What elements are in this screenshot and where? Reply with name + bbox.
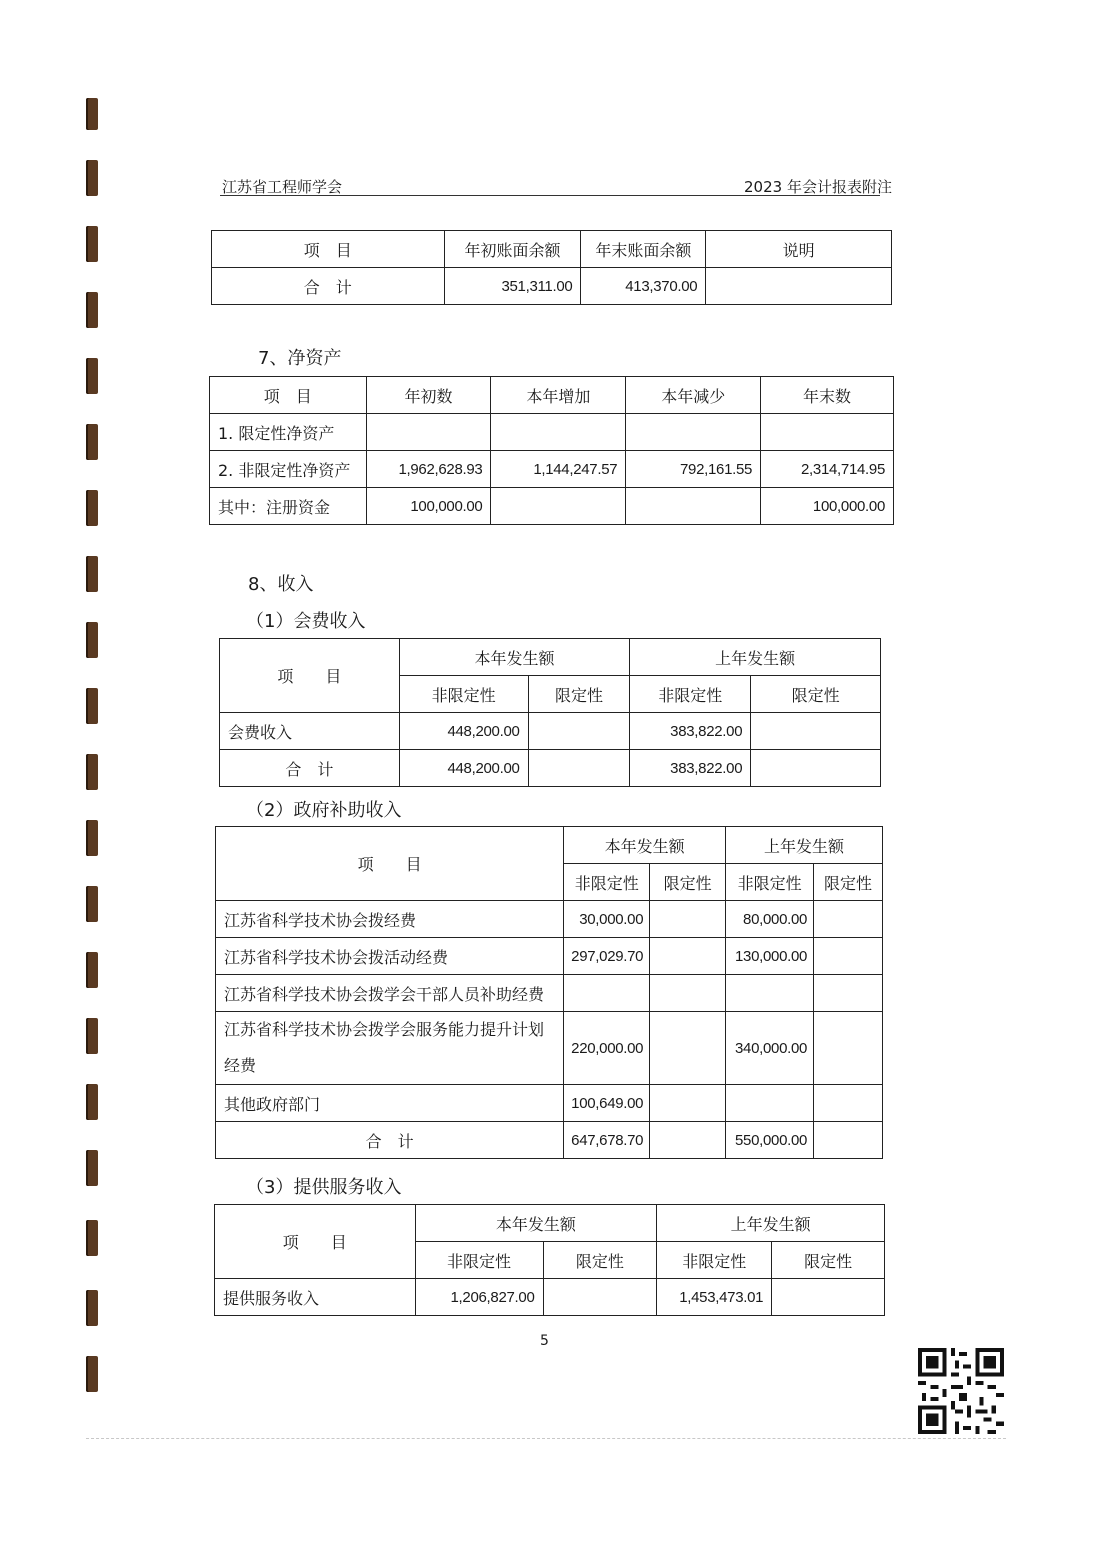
row-label: 其他政府部门	[216, 1085, 564, 1122]
table-header-row	[216, 827, 883, 864]
row-label: 提供服务收入	[215, 1279, 416, 1316]
balance-table	[211, 230, 892, 305]
table-header-row	[210, 377, 894, 414]
table-row	[212, 268, 892, 305]
binder-mark	[86, 358, 98, 394]
header-cell: 限定性	[772, 1242, 885, 1279]
row-label: 1. 限定性净资产	[210, 414, 367, 451]
header-cell: 本年增加	[491, 377, 626, 414]
header-cell: 年初账面余额	[444, 231, 581, 268]
value-cell: 100,000.00	[761, 488, 894, 525]
row-label: 江苏省科学技术协会拨经费	[216, 901, 564, 938]
value-cell: 1,206,827.00	[415, 1279, 543, 1316]
value-cell	[706, 268, 892, 305]
table-row	[210, 488, 894, 525]
value-cell	[726, 975, 814, 1012]
value-cell: 340,000.00	[726, 1012, 814, 1085]
header-cell: 限定性	[751, 676, 881, 713]
value-cell	[564, 975, 650, 1012]
section-title: 8、收入	[248, 574, 314, 595]
table-row	[216, 1085, 883, 1122]
table-row	[215, 1279, 885, 1316]
value-cell	[491, 414, 626, 451]
value-cell	[650, 975, 726, 1012]
value-cell	[491, 488, 626, 525]
table-row	[220, 750, 881, 787]
value-cell	[814, 901, 883, 938]
binder-mark	[86, 886, 98, 922]
row-label: 江苏省科学技术协会拨学会干部人员补助经费	[216, 975, 564, 1012]
binder-mark	[86, 754, 98, 790]
table-row	[216, 1122, 883, 1159]
header-cell: 限定性	[814, 864, 883, 901]
table-header-row	[215, 1205, 885, 1242]
binder-mark	[86, 226, 98, 262]
value-cell	[528, 713, 630, 750]
header-cell: 非限定性	[657, 1242, 772, 1279]
binder-mark	[86, 1220, 98, 1256]
header-cell: 限定性	[543, 1242, 657, 1279]
value-cell: 383,822.00	[630, 713, 751, 750]
binder-mark	[86, 1356, 98, 1392]
value-cell	[814, 975, 883, 1012]
value-cell	[761, 414, 894, 451]
header-cell: 项 目	[220, 639, 400, 713]
header-cell: 说明	[706, 231, 892, 268]
value-cell	[814, 938, 883, 975]
header-cell: 本年发生额	[399, 639, 630, 676]
value-cell: 1,144,247.57	[491, 451, 626, 488]
value-cell	[814, 1012, 883, 1085]
value-cell: 351,311.00	[444, 268, 581, 305]
header-cell: 限定性	[528, 676, 630, 713]
subsection-title: （1）会费收入	[246, 611, 366, 632]
table-row	[220, 713, 881, 750]
subsection-title: （2）政府补助收入	[246, 800, 402, 821]
binder-mark	[86, 556, 98, 592]
value-cell: 383,822.00	[630, 750, 751, 787]
binder-mark	[86, 1150, 98, 1186]
value-cell	[751, 750, 881, 787]
membership-income-table	[219, 638, 881, 787]
value-cell	[751, 713, 881, 750]
binder-mark	[86, 820, 98, 856]
government-subsidy-table	[215, 826, 883, 1159]
header-cell: 非限定性	[726, 864, 814, 901]
table-header-row	[212, 231, 892, 268]
binder-mark	[86, 292, 98, 328]
value-cell: 413,370.00	[581, 268, 706, 305]
row-label: 其中：注册资金	[210, 488, 367, 525]
header-cell: 年末数	[761, 377, 894, 414]
header-cell: 非限定性	[415, 1242, 543, 1279]
value-cell	[772, 1279, 885, 1316]
table-row	[216, 1012, 883, 1085]
value-cell	[626, 488, 761, 525]
header-cell: 限定性	[650, 864, 726, 901]
header-cell: 上年发生额	[726, 827, 883, 864]
row-label: 合 计	[220, 750, 400, 787]
header-cell: 项 目	[210, 377, 367, 414]
value-cell	[650, 1012, 726, 1085]
value-cell: 448,200.00	[399, 713, 528, 750]
value-cell: 2,314,714.95	[761, 451, 894, 488]
binder-mark	[86, 952, 98, 988]
value-cell	[366, 414, 491, 451]
header-cell: 项 目	[216, 827, 564, 901]
binder-mark	[86, 622, 98, 658]
value-cell	[543, 1279, 657, 1316]
header-cell: 年末账面余额	[581, 231, 706, 268]
header-cell: 非限定性	[630, 676, 751, 713]
binder-mark	[86, 490, 98, 526]
header-cell: 上年发生额	[657, 1205, 885, 1242]
value-cell	[650, 938, 726, 975]
row-label: 合 计	[216, 1122, 564, 1159]
row-label: 合 计	[212, 268, 445, 305]
qr-code-icon	[918, 1348, 1004, 1434]
binder-mark	[86, 424, 98, 460]
value-cell	[650, 1085, 726, 1122]
header-org: 江苏省工程师学会	[222, 178, 343, 196]
header-cell: 本年减少	[626, 377, 761, 414]
value-cell: 130,000.00	[726, 938, 814, 975]
header-cell: 本年发生额	[564, 827, 726, 864]
value-cell	[650, 901, 726, 938]
row-label: 江苏省科学技术协会拨学会服务能力提升计划经费	[216, 1012, 564, 1085]
binder-mark	[86, 98, 98, 130]
value-cell	[726, 1085, 814, 1122]
header-rule	[220, 195, 880, 196]
value-cell: 220,000.00	[564, 1012, 650, 1085]
binder-mark	[86, 1018, 98, 1054]
value-cell: 792,161.55	[626, 451, 761, 488]
table-row	[216, 901, 883, 938]
value-cell: 550,000.00	[726, 1122, 814, 1159]
value-cell	[814, 1122, 883, 1159]
value-cell: 448,200.00	[399, 750, 528, 787]
value-cell: 30,000.00	[564, 901, 650, 938]
binder-mark	[86, 160, 98, 196]
header-cell: 年初数	[366, 377, 491, 414]
header-cell: 项 目	[215, 1205, 416, 1279]
binder-mark	[86, 1290, 98, 1326]
row-label: 江苏省科学技术协会拨活动经费	[216, 938, 564, 975]
table-header-row	[220, 639, 881, 676]
subsection-title: （3）提供服务收入	[246, 1177, 402, 1198]
net-assets-table	[209, 376, 894, 525]
row-label: 2. 非限定性净资产	[210, 451, 367, 488]
value-cell	[814, 1085, 883, 1122]
value-cell: 647,678.70	[564, 1122, 650, 1159]
header-cell: 非限定性	[564, 864, 650, 901]
row-label: 会费收入	[220, 713, 400, 750]
table-row	[210, 414, 894, 451]
value-cell: 100,649.00	[564, 1085, 650, 1122]
header-cell: 本年发生额	[415, 1205, 657, 1242]
header-doc-title: 2023 年会计报表附注	[744, 178, 892, 196]
value-cell: 80,000.00	[726, 901, 814, 938]
header-cell: 项 目	[212, 231, 445, 268]
scan-artifact-line	[86, 1438, 1006, 1439]
value-cell	[626, 414, 761, 451]
value-cell: 297,029.70	[564, 938, 650, 975]
table-row	[216, 975, 883, 1012]
value-cell	[650, 1122, 726, 1159]
value-cell: 1,453,473.01	[657, 1279, 772, 1316]
page-number: 5	[540, 1333, 549, 1349]
service-income-table	[214, 1204, 885, 1316]
value-cell	[528, 750, 630, 787]
header-cell: 非限定性	[399, 676, 528, 713]
table-row	[216, 938, 883, 975]
binder-mark	[86, 688, 98, 724]
section-title: 7、净资产	[258, 348, 342, 369]
table-row	[210, 451, 894, 488]
value-cell: 100,000.00	[366, 488, 491, 525]
header-cell: 上年发生额	[630, 639, 881, 676]
value-cell: 1,962,628.93	[366, 451, 491, 488]
binder-mark	[86, 1084, 98, 1120]
